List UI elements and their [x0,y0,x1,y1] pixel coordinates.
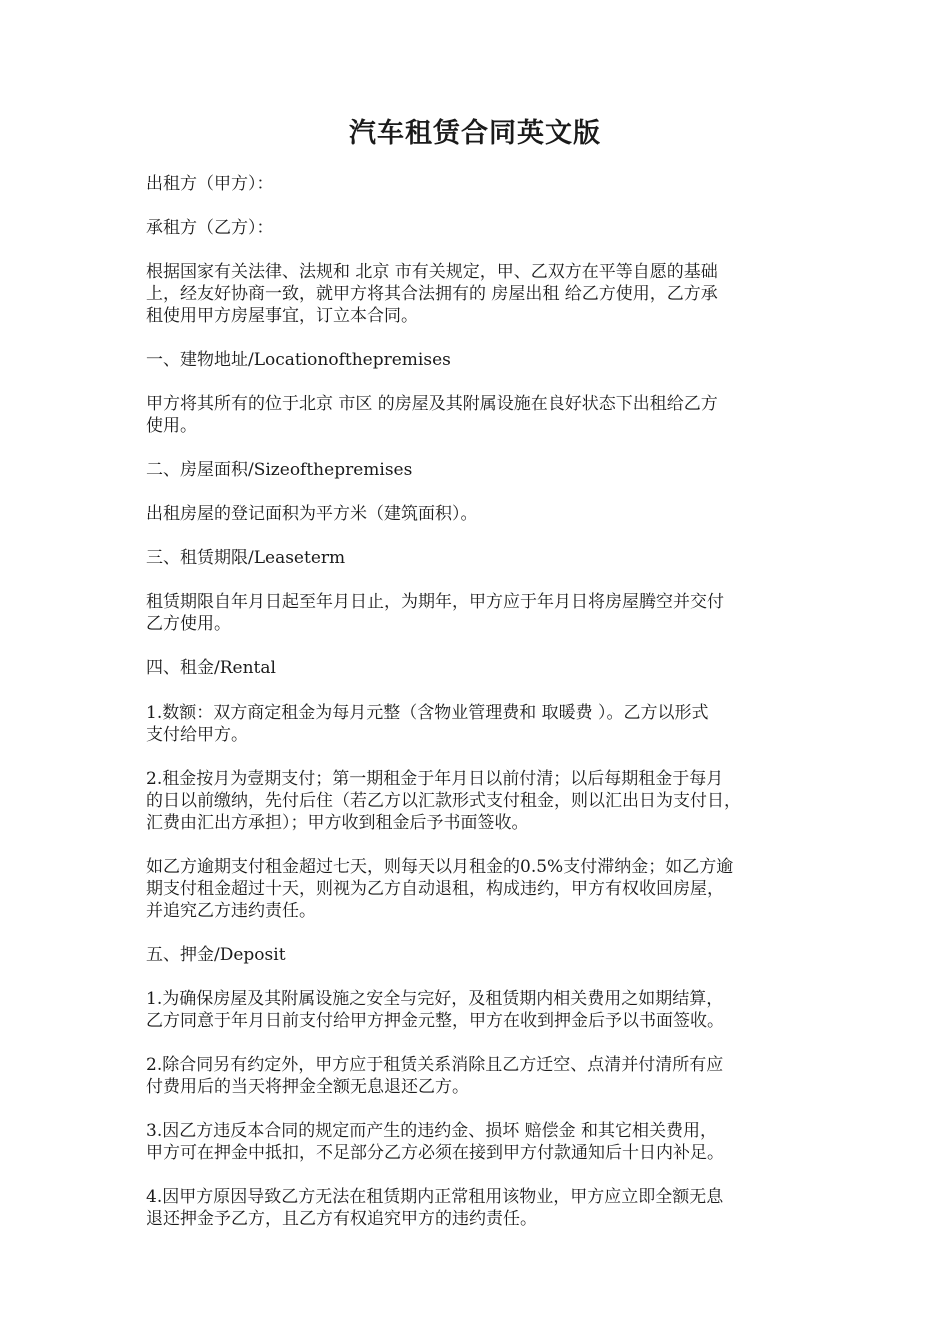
text-line: 并追究乙方违约责任。 [146,901,316,921]
text-line: 1.数额：双方商定租金为每月元整（含物业管理费和 取暖费 ）。乙方以形式 [146,703,709,723]
text-line: 的日以前缴纳，先付后住（若乙方以汇款形式支付租金，则以汇出日为支付日， [146,791,741,811]
text-line: 三、租赁期限/Leaseterm [146,548,346,568]
text-line: 4.因甲方原因导致乙方无法在租赁期内正常租用该物业，甲方应立即全额无息 [146,1187,724,1207]
text-line: 乙方使用。 [146,614,231,634]
text-line: 付费用后的当天将押金全额无息退还乙方。 [146,1077,469,1097]
document-title: 汽车租赁合同英文版 [349,118,601,149]
section-1-heading [146,349,810,371]
text-line: 退还押金予乙方，且乙方有权追究甲方的违约责任。 [146,1209,537,1229]
deposit-clause-1 [146,988,810,1032]
text-line: 2.租金按月为壹期支付；第一期租金于年月日以前付清；以后每期租金于每月 [146,769,724,789]
text-line: 3.因乙方违反本合同的规定而产生的违约金、损坏 赔偿金 和其它相关费用， [146,1121,718,1141]
text-line: 承租方（乙方）： [146,218,274,238]
text-line: 汇费由汇出方承担）；甲方收到租金后予书面签收。 [146,813,529,833]
text-line: 出租房屋的登记面积为平方米（建筑面积）。 [146,504,478,524]
text-line: 上，经友好协商一致，就甲方将其合法拥有的 房屋出租 给乙方使用，乙方承 [146,284,718,304]
text-line: 期支付租金超过十天，则视为乙方自动退租，构成违约，甲方有权收回房屋， [146,879,724,899]
section-3-paragraph [146,591,810,635]
lessor-line [146,173,810,195]
text-line: 根据国家有关法律、法规和 北京 市有关规定，甲、乙双方在平等自愿的基础 [146,262,718,282]
text-line: 1.为确保房屋及其附属设施之安全与完好，及租赁期内相关费用之如期结算， [146,989,724,1009]
deposit-clause-4 [146,1186,810,1230]
text-line: 2.除合同另有约定外，甲方应于租赁关系消除且乙方迁空、点清并付清所有应 [146,1055,724,1075]
text-line: 如乙方逾期支付租金超过七天，则每天以月租金的0.5%支付滞纳金；如乙方逾 [146,857,734,877]
text-line: 甲方将其所有的位于北京 市区 的房屋及其附属设施在良好状态下出租给乙方 [146,394,718,414]
deposit-clause-3 [146,1120,810,1164]
text-line: 租赁期限自年月日起至年月日止，为期年，甲方应于年月日将房屋腾空并交付 [146,592,724,612]
section-2-paragraph [146,503,810,525]
section-5-heading [146,944,810,966]
section-4-heading [146,657,810,679]
section-3-heading [146,547,810,569]
late-payment-clause [146,856,810,922]
text-line: 一、建物地址/Locationofthepremises [146,350,451,370]
preamble-paragraph [146,261,810,327]
text-line: 租使用甲方房屋事宜，订立本合同。 [146,306,418,326]
lessee-line [146,217,810,239]
text-line: 支付给甲方。 [146,725,248,745]
section-1-paragraph [146,393,810,437]
text-line: 使用。 [146,416,197,436]
text-line: 出租方（甲方）： [146,174,274,194]
text-line: 甲方可在押金中抵扣，不足部分乙方必须在接到甲方付款通知后十日内补足。 [146,1143,724,1163]
text-line: 四、租金/Rental [146,658,276,678]
rental-clause-1 [146,702,810,746]
rental-clause-2 [146,768,810,834]
text-line: 五、押金/Deposit [146,945,286,965]
text-line: 二、房屋面积/Sizeofthepremises [146,460,413,480]
text-line: 乙方同意于年月日前支付给甲方押金元整，甲方在收到押金后予以书面签收。 [146,1011,724,1031]
section-2-heading [146,459,810,481]
deposit-clause-2 [146,1054,810,1098]
